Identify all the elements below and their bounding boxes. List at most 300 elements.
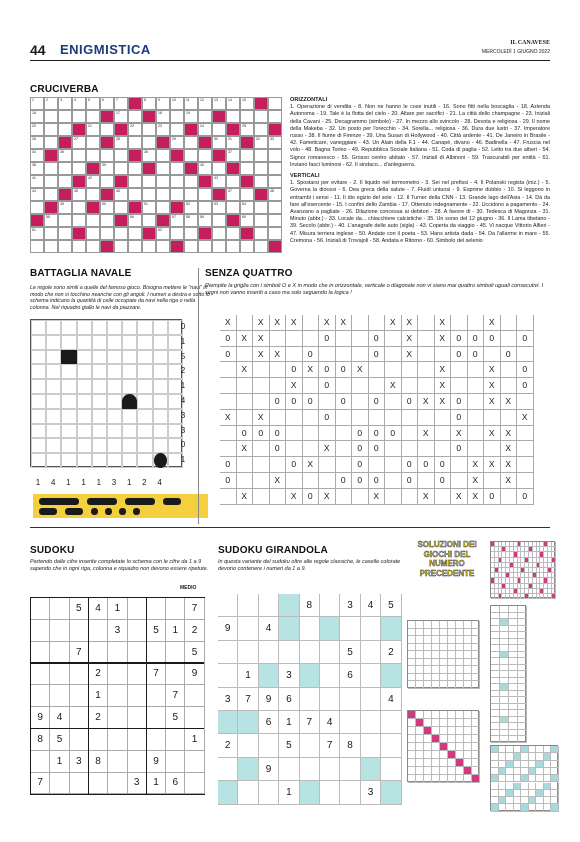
senza-quattro-cell[interactable]	[237, 410, 254, 426]
senza-quattro-cell[interactable]	[418, 347, 435, 363]
senza-quattro-cell[interactable]	[435, 441, 452, 457]
senza-quattro-cell[interactable]: X	[484, 378, 501, 394]
crossword-cell[interactable]	[240, 227, 254, 240]
sudoku-girandola-cell[interactable]	[259, 781, 279, 804]
senza-quattro-cell[interactable]	[484, 473, 501, 489]
sudoku-girandola-cell[interactable]	[340, 617, 360, 640]
senza-quattro-cell[interactable]	[336, 347, 353, 363]
battleship-cell[interactable]	[31, 424, 46, 439]
senza-quattro-cell[interactable]: 0	[336, 473, 353, 489]
senza-quattro-cell[interactable]	[451, 315, 468, 331]
sudoku-cell[interactable]: 6	[166, 772, 185, 794]
sudoku-girandola-cell[interactable]: 5	[340, 641, 360, 664]
senza-quattro-cell[interactable]: X	[303, 457, 320, 473]
sudoku-girandola-cell[interactable]: 2	[381, 641, 401, 664]
sudoku-cell[interactable]: 9	[147, 751, 166, 773]
battleship-cell[interactable]	[31, 335, 46, 350]
senza-quattro-cell[interactable]	[336, 489, 353, 505]
senza-quattro-cell[interactable]	[418, 378, 435, 394]
battleship-cell[interactable]	[137, 394, 152, 409]
senza-quattro-cell[interactable]	[385, 410, 402, 426]
crossword-cell[interactable]	[226, 201, 240, 214]
crossword-cell[interactable]	[44, 149, 58, 162]
senza-quattro-cell[interactable]: 0	[352, 441, 369, 457]
senza-quattro-cell[interactable]	[385, 394, 402, 410]
crossword-cell[interactable]	[156, 240, 170, 253]
sudoku-cell[interactable]	[31, 685, 50, 707]
senza-quattro-cell[interactable]: X	[237, 331, 254, 347]
crossword-cell[interactable]	[72, 227, 86, 240]
sudoku-cell[interactable]: 5	[166, 707, 185, 729]
senza-quattro-cell[interactable]	[369, 378, 386, 394]
crossword-cell[interactable]	[30, 240, 44, 253]
crossword-cell[interactable]	[268, 240, 282, 253]
battleship-cell[interactable]	[46, 453, 61, 468]
senza-quattro-cell[interactable]: X	[484, 394, 501, 410]
senza-quattro-cell[interactable]	[484, 441, 501, 457]
senza-quattro-cell[interactable]: X	[286, 489, 303, 505]
battleship-cell[interactable]	[107, 409, 122, 424]
crossword-cell[interactable]	[86, 110, 100, 123]
senza-quattro-cell[interactable]	[270, 457, 287, 473]
sudoku-girandola-cell[interactable]	[361, 617, 381, 640]
senza-quattro-cell[interactable]: X	[484, 315, 501, 331]
sudoku-girandola-cell[interactable]	[300, 758, 320, 781]
crossword-cell[interactable]	[30, 149, 44, 162]
sudoku-girandola-cell[interactable]: 6	[340, 664, 360, 687]
sudoku-cell[interactable]	[31, 642, 50, 664]
sudoku-girandola-cell[interactable]: 5	[279, 734, 299, 757]
senza-quattro-cell[interactable]: X	[402, 315, 419, 331]
senza-quattro-cell[interactable]	[303, 410, 320, 426]
crossword-cell[interactable]	[114, 149, 128, 162]
battleship-cell[interactable]	[46, 364, 61, 379]
senza-quattro-cell[interactable]: X	[237, 489, 254, 505]
crossword-cell[interactable]	[44, 136, 58, 149]
crossword-cell[interactable]	[198, 175, 212, 188]
crossword-cell[interactable]	[128, 162, 142, 175]
crossword-cell[interactable]	[72, 136, 86, 149]
sudoku-girandola-cell[interactable]: 4	[320, 711, 340, 734]
senza-quattro-cell[interactable]: X	[517, 410, 534, 426]
senza-quattro-cell[interactable]: 0	[435, 457, 452, 473]
senza-quattro-cell[interactable]: 0	[352, 473, 369, 489]
crossword-cell[interactable]	[254, 136, 268, 149]
senza-quattro-cell[interactable]: X	[451, 489, 468, 505]
sudoku-girandola-cell[interactable]	[361, 711, 381, 734]
senza-quattro-cell[interactable]	[385, 473, 402, 489]
battleship-cell[interactable]	[46, 379, 61, 394]
sudoku-girandola-cell[interactable]	[279, 641, 299, 664]
sudoku-cell[interactable]: 2	[89, 663, 108, 685]
senza-quattro-cell[interactable]: 0	[501, 347, 518, 363]
crossword-cell[interactable]	[114, 240, 128, 253]
sudoku-cell[interactable]	[50, 772, 69, 794]
sudoku-girandola-cell[interactable]	[381, 711, 401, 734]
battleship-cell[interactable]	[92, 438, 107, 453]
senza-quattro-cell[interactable]	[435, 410, 452, 426]
crossword-cell[interactable]	[254, 188, 268, 201]
sudoku-girandola-cell[interactable]: 3	[340, 594, 360, 617]
crossword-cell[interactable]	[86, 227, 100, 240]
battleship-cell[interactable]	[46, 350, 61, 365]
sudoku-cell[interactable]: 2	[185, 620, 204, 642]
sudoku-girandola-cell[interactable]	[218, 758, 238, 781]
crossword-cell[interactable]	[128, 214, 142, 227]
battleship-cell[interactable]	[137, 335, 152, 350]
senza-quattro-cell[interactable]: X	[270, 347, 287, 363]
crossword-cell[interactable]	[240, 136, 254, 149]
crossword-cell[interactable]	[254, 201, 268, 214]
senza-quattro-cell[interactable]	[435, 489, 452, 505]
sudoku-cell[interactable]: 3	[108, 620, 127, 642]
senza-quattro-cell[interactable]: 0	[418, 457, 435, 473]
crossword-cell[interactable]	[184, 227, 198, 240]
battleship-cell[interactable]	[77, 364, 92, 379]
sudoku-cell[interactable]: 7	[31, 772, 50, 794]
crossword-cell[interactable]	[156, 201, 170, 214]
crossword-cell[interactable]	[198, 240, 212, 253]
senza-quattro-cell[interactable]	[286, 331, 303, 347]
battleship-cell[interactable]	[92, 453, 107, 468]
sudoku-girandola-cell[interactable]	[361, 734, 381, 757]
sudoku-girandola-cell[interactable]	[361, 664, 381, 687]
crossword-cell[interactable]	[72, 162, 86, 175]
senza-quattro-cell[interactable]: X	[352, 362, 369, 378]
crossword-cell[interactable]	[184, 214, 198, 227]
sudoku-girandola-cell[interactable]	[300, 688, 320, 711]
crossword-cell[interactable]	[128, 201, 142, 214]
crossword-cell[interactable]	[254, 110, 268, 123]
senza-quattro-cell[interactable]: X	[237, 441, 254, 457]
senza-quattro-cell[interactable]	[220, 378, 237, 394]
sudoku-girandola-cell[interactable]: 9	[259, 688, 279, 711]
senza-quattro-cell[interactable]: X	[468, 489, 485, 505]
battleship-cell[interactable]	[46, 424, 61, 439]
senza-quattro-cell[interactable]	[270, 489, 287, 505]
crossword-cell[interactable]	[86, 201, 100, 214]
crossword-cell[interactable]	[142, 188, 156, 201]
senza-quattro-cell[interactable]	[237, 394, 254, 410]
sudoku-girandola-cell[interactable]: 2	[218, 734, 238, 757]
crossword-cell[interactable]	[114, 136, 128, 149]
battleship-cell[interactable]	[122, 409, 137, 424]
crossword-cell[interactable]	[72, 149, 86, 162]
senza-quattro-cell[interactable]: X	[319, 315, 336, 331]
senza-quattro-cell[interactable]	[385, 441, 402, 457]
battleship-cell[interactable]	[137, 320, 152, 335]
sudoku-cell[interactable]: 1	[166, 620, 185, 642]
senza-quattro-cell[interactable]: 0	[352, 426, 369, 442]
senza-quattro-cell[interactable]	[517, 394, 534, 410]
senza-quattro-cell[interactable]: X	[468, 457, 485, 473]
senza-quattro-cell[interactable]	[270, 331, 287, 347]
senza-quattro-cell[interactable]: X	[435, 394, 452, 410]
crossword-cell[interactable]	[72, 214, 86, 227]
sudoku-girandola-cell[interactable]: 9	[218, 617, 238, 640]
sudoku-girandola-cell[interactable]	[361, 758, 381, 781]
sudoku-cell[interactable]	[185, 772, 204, 794]
senza-quattro-cell[interactable]: 0	[286, 394, 303, 410]
crossword-cell[interactable]	[44, 162, 58, 175]
senza-quattro-cell[interactable]: 0	[484, 489, 501, 505]
battleship-cell[interactable]	[107, 350, 122, 365]
senza-quattro-cell[interactable]: X	[484, 457, 501, 473]
crossword-cell[interactable]	[128, 97, 142, 110]
crossword-cell[interactable]	[212, 188, 226, 201]
senza-quattro-cell[interactable]	[220, 426, 237, 442]
senza-quattro-cell[interactable]	[336, 410, 353, 426]
crossword-cell[interactable]	[268, 175, 282, 188]
crossword-cell[interactable]	[156, 227, 170, 240]
crossword-cell[interactable]	[100, 97, 114, 110]
crossword-cell[interactable]	[226, 227, 240, 240]
senza-quattro-cell[interactable]: X	[237, 362, 254, 378]
crossword-cell[interactable]	[156, 97, 170, 110]
senza-quattro-cell[interactable]: X	[220, 410, 237, 426]
sudoku-cell[interactable]: 7	[147, 663, 166, 685]
crossword-cell[interactable]	[142, 149, 156, 162]
crossword-cell[interactable]	[114, 123, 128, 136]
battleship-cell[interactable]	[92, 394, 107, 409]
senza-quattro-cell[interactable]	[237, 347, 254, 363]
crossword-cell[interactable]	[72, 97, 86, 110]
senza-quattro-cell[interactable]: 0	[517, 362, 534, 378]
sudoku-girandola-cell[interactable]	[320, 781, 340, 804]
senza-quattro-cell[interactable]	[253, 362, 270, 378]
battleship-cell[interactable]	[31, 394, 46, 409]
senza-quattro-cell[interactable]	[468, 426, 485, 442]
crossword-cell[interactable]	[268, 97, 282, 110]
battleship-cell[interactable]	[153, 438, 168, 453]
battleship-cell[interactable]	[61, 453, 76, 468]
battleship-cell[interactable]	[137, 453, 152, 468]
senza-quattro-cell[interactable]	[220, 394, 237, 410]
sudoku-girandola-cell[interactable]: 7	[320, 734, 340, 757]
crossword-cell[interactable]	[184, 110, 198, 123]
sudoku-cell[interactable]	[147, 685, 166, 707]
senza-quattro-cell[interactable]	[352, 315, 369, 331]
battleship-cell[interactable]	[31, 379, 46, 394]
sudoku-girandola-cell[interactable]	[218, 594, 238, 617]
sudoku-girandola-cell[interactable]: 4	[381, 688, 401, 711]
sudoku-cell[interactable]	[70, 620, 89, 642]
battleship-cell[interactable]	[107, 379, 122, 394]
senza-quattro-cell[interactable]	[286, 441, 303, 457]
crossword-cell[interactable]	[240, 201, 254, 214]
senza-quattro-cell[interactable]	[517, 441, 534, 457]
senza-quattro-cell[interactable]	[352, 347, 369, 363]
senza-quattro-cell[interactable]: 0	[286, 362, 303, 378]
crossword-cell[interactable]	[58, 110, 72, 123]
crossword-cell[interactable]	[226, 123, 240, 136]
senza-quattro-cell[interactable]: 0	[468, 331, 485, 347]
sudoku-cell[interactable]	[50, 620, 69, 642]
battleship-cell[interactable]	[77, 424, 92, 439]
battleship-cell[interactable]	[137, 424, 152, 439]
crossword-cell[interactable]	[240, 188, 254, 201]
battleship-cell[interactable]	[61, 438, 76, 453]
sudoku-girandola-cell[interactable]: 3	[218, 688, 238, 711]
crossword-cell[interactable]	[114, 188, 128, 201]
crossword-cell[interactable]	[240, 175, 254, 188]
sudoku-girandola-cell[interactable]	[218, 711, 238, 734]
crossword-cell[interactable]	[30, 123, 44, 136]
crossword-cell[interactable]	[156, 110, 170, 123]
battleship-cell[interactable]	[77, 453, 92, 468]
crossword-cell[interactable]	[226, 136, 240, 149]
crossword-cell[interactable]	[100, 123, 114, 136]
sudoku-cell[interactable]	[128, 620, 147, 642]
battleship-cell[interactable]	[31, 320, 46, 335]
crossword-cell[interactable]	[44, 188, 58, 201]
sudoku-girandola-cell[interactable]: 1	[279, 711, 299, 734]
crossword-cell[interactable]	[170, 188, 184, 201]
sudoku-girandola-cell[interactable]: 3	[361, 781, 381, 804]
senza-quattro-cell[interactable]: X	[501, 441, 518, 457]
battleship-cell[interactable]	[61, 424, 76, 439]
senza-quattro-cell[interactable]: 0	[451, 331, 468, 347]
battleship-cell[interactable]	[107, 320, 122, 335]
senza-quattro-cell[interactable]: 0	[484, 331, 501, 347]
senza-quattro-cell[interactable]	[402, 426, 419, 442]
crossword-cell[interactable]	[254, 97, 268, 110]
sudoku-cell[interactable]	[50, 598, 69, 620]
senza-quattro-cell[interactable]	[484, 410, 501, 426]
sudoku-girandola-cell[interactable]	[259, 734, 279, 757]
senza-quattro-cell[interactable]	[402, 378, 419, 394]
senza-quattro-cell[interactable]: X	[270, 315, 287, 331]
senza-quattro-cell[interactable]: X	[253, 347, 270, 363]
crossword-cell[interactable]	[156, 162, 170, 175]
senza-quattro-cell[interactable]	[319, 473, 336, 489]
sudoku-girandola-cell[interactable]	[320, 641, 340, 664]
battleship-cell[interactable]	[122, 350, 137, 365]
senza-quattro-cell[interactable]: 0	[303, 347, 320, 363]
senza-quattro-cell[interactable]	[418, 331, 435, 347]
sudoku-cell[interactable]: 7	[166, 685, 185, 707]
senza-quattro-cell[interactable]	[336, 378, 353, 394]
senza-quattro-cell[interactable]	[451, 378, 468, 394]
senza-quattro-cell[interactable]	[517, 426, 534, 442]
battleship-cell[interactable]	[137, 350, 152, 365]
crossword-cell[interactable]	[44, 240, 58, 253]
crossword-cell[interactable]	[72, 123, 86, 136]
senza-quattro-cell[interactable]: 0	[517, 489, 534, 505]
sudoku-cell[interactable]	[147, 598, 166, 620]
senza-quattro-cell[interactable]	[336, 441, 353, 457]
crossword-cell[interactable]	[268, 110, 282, 123]
senza-quattro-cell[interactable]	[418, 315, 435, 331]
battleship-cell[interactable]	[77, 350, 92, 365]
crossword-cell[interactable]	[212, 136, 226, 149]
crossword-cell[interactable]	[212, 175, 226, 188]
battleship-cell[interactable]	[107, 438, 122, 453]
senza-quattro-cell[interactable]: X	[402, 331, 419, 347]
crossword-cell[interactable]	[226, 175, 240, 188]
senza-quattro-cell[interactable]: 0	[270, 426, 287, 442]
crossword-cell[interactable]	[156, 149, 170, 162]
senza-quattro-cell[interactable]	[369, 315, 386, 331]
senza-quattro-cell[interactable]	[319, 457, 336, 473]
crossword-cell[interactable]	[86, 97, 100, 110]
crossword-cell[interactable]	[184, 240, 198, 253]
sudoku-girandola-cell[interactable]	[381, 734, 401, 757]
crossword-cell[interactable]	[100, 240, 114, 253]
crossword-cell[interactable]	[128, 175, 142, 188]
crossword-cell[interactable]	[30, 110, 44, 123]
crossword-cell[interactable]	[128, 149, 142, 162]
battleship-cell[interactable]	[122, 379, 137, 394]
sudoku-cell[interactable]	[147, 729, 166, 751]
senza-quattro-cell[interactable]	[517, 347, 534, 363]
crossword-cell[interactable]	[142, 110, 156, 123]
sudoku-girandola-cell[interactable]	[320, 664, 340, 687]
crossword-cell[interactable]	[86, 149, 100, 162]
sudoku-cell[interactable]	[108, 772, 127, 794]
crossword-cell[interactable]	[86, 162, 100, 175]
sudoku-cell[interactable]: 5	[147, 620, 166, 642]
senza-quattro-cell[interactable]: X	[501, 426, 518, 442]
senza-quattro-cell[interactable]	[501, 410, 518, 426]
crossword-cell[interactable]	[44, 201, 58, 214]
crossword-cell[interactable]	[254, 240, 268, 253]
crossword-cell[interactable]	[44, 214, 58, 227]
crossword-cell[interactable]	[184, 162, 198, 175]
crossword-cell[interactable]	[212, 201, 226, 214]
battleship-cell[interactable]	[46, 394, 61, 409]
crossword-cell[interactable]	[254, 149, 268, 162]
senza-quattro-cell[interactable]: 0	[237, 426, 254, 442]
senza-quattro-cell[interactable]	[237, 473, 254, 489]
battleship-cell[interactable]	[31, 453, 46, 468]
crossword-cell[interactable]	[170, 175, 184, 188]
sudoku-cell[interactable]	[108, 751, 127, 773]
sudoku-cell[interactable]	[70, 772, 89, 794]
crossword-cell[interactable]	[240, 97, 254, 110]
senza-quattro-cell[interactable]	[385, 331, 402, 347]
crossword-cell[interactable]	[226, 149, 240, 162]
sudoku-cell[interactable]: 4	[89, 598, 108, 620]
sudoku-cell[interactable]	[147, 707, 166, 729]
senza-quattro-cell[interactable]	[303, 378, 320, 394]
crossword-cell[interactable]	[156, 188, 170, 201]
sudoku-cell[interactable]	[50, 642, 69, 664]
senza-quattro-cell[interactable]	[468, 394, 485, 410]
senza-quattro-cell[interactable]	[220, 362, 237, 378]
crossword-cell[interactable]	[30, 214, 44, 227]
sudoku-cell[interactable]	[89, 620, 108, 642]
senza-quattro-cell[interactable]	[517, 457, 534, 473]
sudoku-girandola-cell[interactable]	[361, 641, 381, 664]
sudoku-girandola-cell[interactable]	[340, 711, 360, 734]
senza-quattro-cell[interactable]	[336, 457, 353, 473]
sudoku-cell[interactable]	[31, 751, 50, 773]
sudoku-cell[interactable]: 1	[89, 685, 108, 707]
crossword-cell[interactable]	[128, 123, 142, 136]
senza-quattro-cell[interactable]: X	[369, 489, 386, 505]
sudoku-girandola-cell[interactable]	[381, 664, 401, 687]
battleship-cell[interactable]	[46, 409, 61, 424]
crossword-cell[interactable]	[72, 110, 86, 123]
battleship-cell[interactable]	[92, 364, 107, 379]
senza-quattro-cell[interactable]	[303, 315, 320, 331]
senza-quattro-cell[interactable]	[270, 378, 287, 394]
sudoku-cell[interactable]: 1	[147, 772, 166, 794]
senza-quattro-cell[interactable]: 0	[286, 457, 303, 473]
sudoku-girandola-cell[interactable]	[259, 594, 279, 617]
crossword-grid[interactable]	[30, 97, 282, 253]
